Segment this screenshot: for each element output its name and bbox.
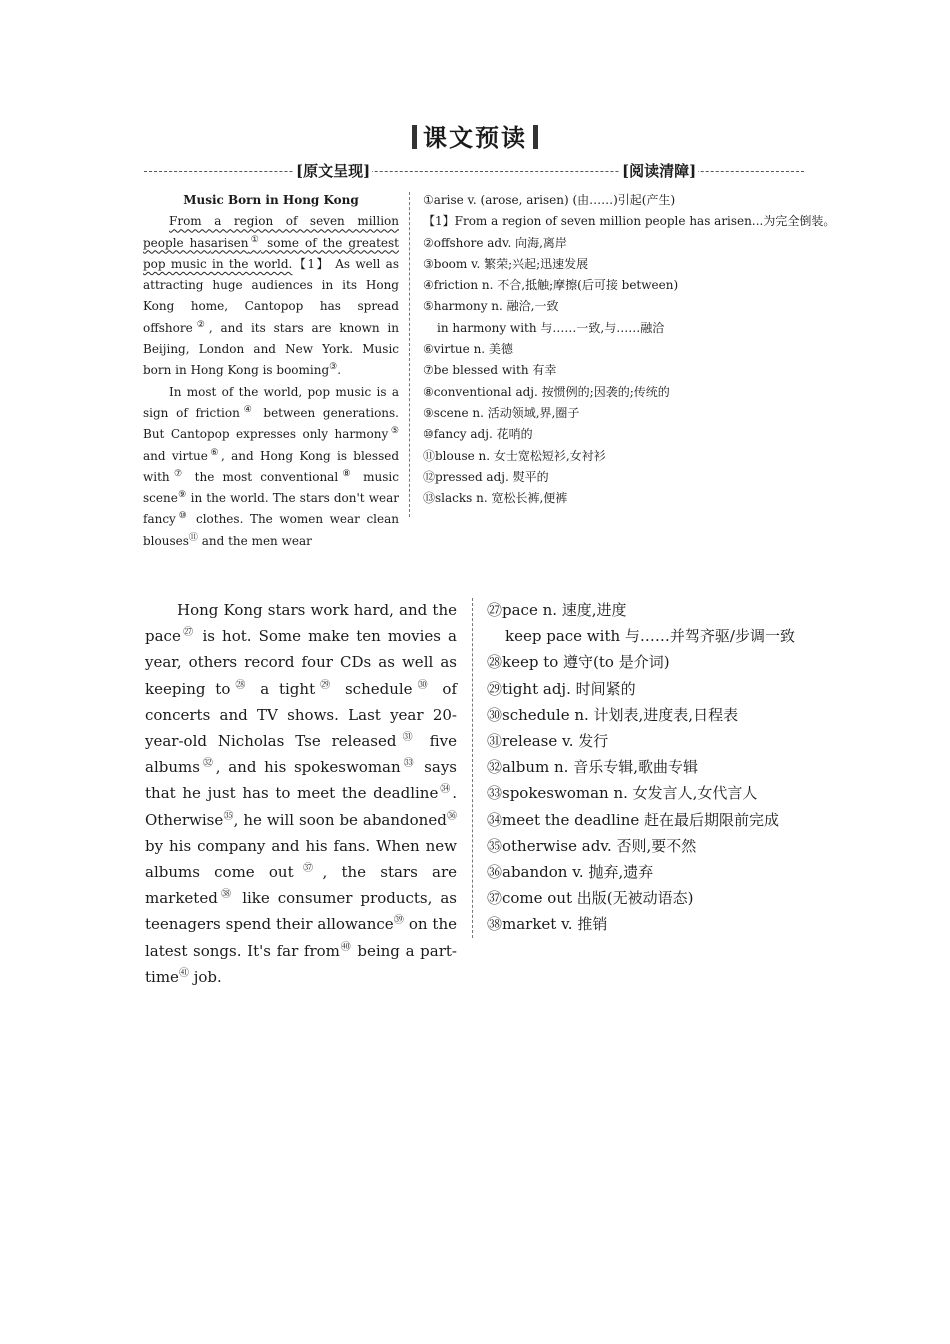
note-item: ⑪blouse n. 女士宽松短衫,女衬衫 xyxy=(423,448,606,463)
note-item: ㉚schedule n. 计划表,进度表,日程表 xyxy=(487,705,739,724)
note-item: ⑥virtue n. 美德 xyxy=(423,342,513,357)
note-item: ⑬slacks n. 宽松长裤,便裤 xyxy=(423,491,568,506)
note-item: ㊳market v. 推销 xyxy=(487,915,608,934)
note-item: ③boom v. 繁荣;兴起;迅速发展 xyxy=(423,256,589,271)
paragraph-2: In most of the world, pop music is a sign of friction④ between generations. But Cantopop expresses only harmony⑤ and virtue⑥, and Hong Kong is blessed with⑦ the most conventional⑧ music scene⑨ in the world. The stars don't wear fancy⑩ clothes. The women wear clean blouses⑪ and the men wear xyxy=(143,384,400,548)
note-item: ⑦be blessed with 有幸 xyxy=(423,363,557,378)
note-item: ㉛release v. 发行 xyxy=(487,732,609,751)
article-title: Music Born in Hong Kong xyxy=(183,193,359,207)
column-divider xyxy=(409,192,410,517)
original-text-block-2 xyxy=(145,597,457,990)
note-item: ㉝spokeswoman n. 女发言人,女代言人 xyxy=(487,784,758,803)
page-title-text: 课文预读 xyxy=(423,123,527,152)
section-label-original: [原文呈现] xyxy=(296,162,371,180)
note-item: in harmony with 与……一致,与……融洽 xyxy=(437,320,665,335)
note-item: ㉗pace n. 速度,进度 xyxy=(487,601,627,619)
note-item: ⑫pressed adj. 熨平的 xyxy=(423,469,549,484)
note-item: ㉟otherwise adv. 否则,要不然 xyxy=(487,836,697,855)
note-item: ㊲come out 出版(无被动语态) xyxy=(487,889,694,908)
wavy-underlined-sentence: From a region of seven million people hasarisen① some of the greatest pop music in the world. xyxy=(143,214,399,271)
note-item: ④friction n. 不合,抵触;摩擦(后可接 between) xyxy=(423,278,679,293)
note-item: 【1】From a region of seven million people has arisen...为完全倒装。 xyxy=(423,214,836,229)
title-bar-left xyxy=(412,125,417,149)
note-item: ⑨scene n. 活动领域,界,圈子 xyxy=(423,405,580,420)
note-item: ㉜album n. 音乐专辑,歌曲专辑 xyxy=(487,758,698,777)
original-text-block-1 xyxy=(143,190,399,552)
note-item: ㉞meet the deadline 赶在最后期限前完成 xyxy=(487,810,780,829)
vocab-notes-block-2 xyxy=(487,597,817,938)
note-item: keep pace with 与……并驾齐驱/步调一致 xyxy=(505,627,795,646)
note-item: ㉙tight adj. 时间紧的 xyxy=(487,679,636,698)
note-item: ㊱abandon v. 抛弃,遗弃 xyxy=(487,863,654,882)
note-item: ②offshore adv. 向海,离岸 xyxy=(423,235,567,250)
paragraph-3: Hong Kong stars work hard, and the pace$^㉗$ is hot. Some make ten movies a year, others record four CDs as well as keeping $to^㉘$ a tight$^㉙$ schedule$^㉚$ of concerts and TV shows. Last year 20-year-old Nicholas Tse released$^㉛$ five albums$^㉜$, and his spokeswoman$^㉝$ says that he just has to meet the deadline$^㉞$. Otherwise$^㉟$, he will soon be abandoned$^㊱$ by his company and his fans. When new albums come out$^㊲$, the stars are marketed$^㊳$ like consumer products, as teenagers spend their allowance$^㊴$ on the latest songs. It's far from$^㊵$ being a part-time$^㊶$ job. xyxy=(145,601,458,986)
section-label-guide: [阅读清障] xyxy=(622,162,697,180)
section-header-row xyxy=(144,160,804,184)
title-bar-right xyxy=(533,125,538,149)
page-title xyxy=(0,118,950,153)
note-tag: 【1】 xyxy=(292,256,330,271)
note-item: ⑩fancy adj. 花哨的 xyxy=(423,427,533,442)
note-item: ⑤harmony n. 融洽,一致 xyxy=(423,299,559,314)
note-item: ①arise v. (arose, arisen) (由……)引起(产生) xyxy=(423,193,676,207)
paragraph-1: From a region of seven million people hasarisen① some of the greatest pop music in the world.【1】 As well as attracting huge audiences in its Hong Kong home, Cantopop has spread offshore②, and its stars are known in Beijing, London and New York. Music born in Hong Kong is booming③. xyxy=(143,214,399,378)
note-item: ⑧conventional adj. 按惯例的;因袭的;传统的 xyxy=(423,384,670,399)
column-divider xyxy=(472,598,473,938)
note-marker: ① xyxy=(248,234,262,245)
note-item: ㉘keep to 遵守(to 是介词) xyxy=(487,653,670,672)
dotted-rule xyxy=(144,171,804,172)
vocab-notes-block-1 xyxy=(423,190,836,509)
